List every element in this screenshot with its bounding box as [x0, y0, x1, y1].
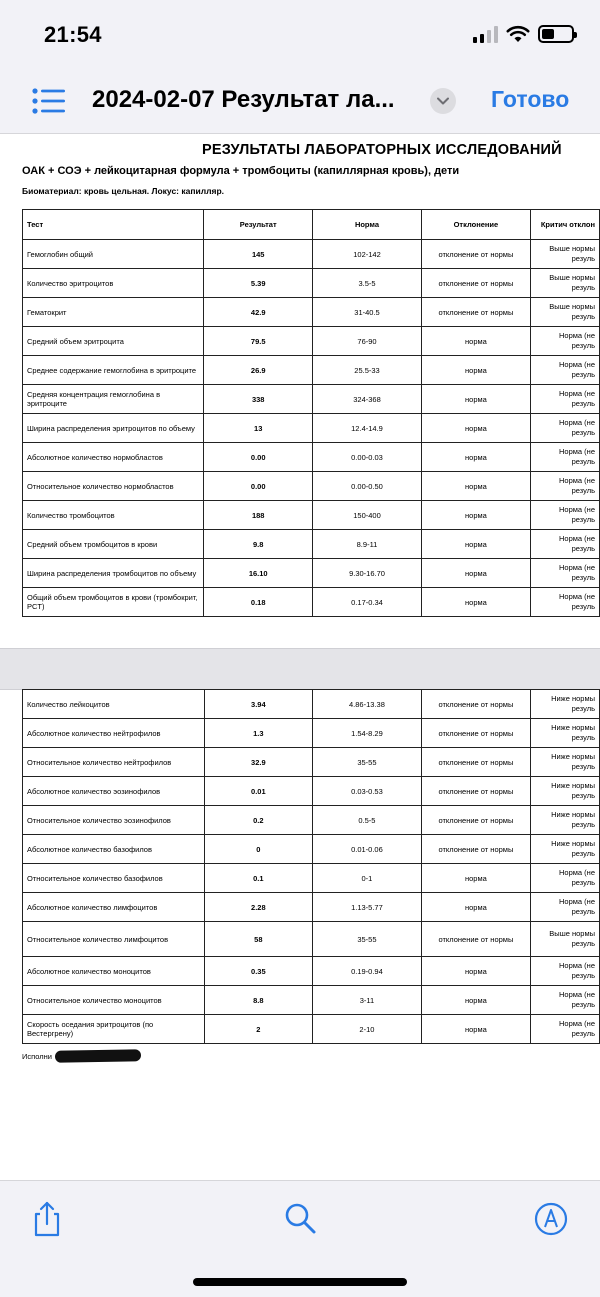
cell-norm: 4.86-13.38 — [313, 690, 422, 719]
cell-deviation: норма — [421, 986, 530, 1015]
report-title: РЕЗУЛЬТАТЫ ЛАБОРАТОРНЫХ ИССЛЕДОВАНИЙ — [202, 142, 562, 158]
table-row — [23, 1015, 600, 1044]
cell-test: Средний объем тромбоцитов в крови — [23, 530, 204, 559]
cell-result: 2 — [204, 1015, 313, 1044]
report-biomaterial: Биоматериал: кровь цельная. Локус: капилляр. — [22, 186, 225, 196]
cell-norm: 102-142 — [313, 240, 422, 269]
cell-result: 0.01 — [204, 777, 313, 806]
cell-norm: 0.00-0.50 — [313, 472, 422, 501]
cell-test: Количество тромбоцитов — [23, 501, 204, 530]
table-row — [23, 806, 600, 835]
column-header-result: Результат — [204, 210, 313, 240]
cell-test: Средняя концентрация гемоглобина в эритроците — [23, 385, 204, 414]
cell-deviation: норма — [421, 588, 530, 617]
table-row — [23, 893, 600, 922]
table-row — [23, 957, 600, 986]
cell-result: 0 — [204, 835, 313, 864]
cell-critical: Норма (не резуль — [531, 893, 600, 922]
cell-test: Средний объем эритроцита — [23, 327, 204, 356]
cell-deviation: норма — [421, 356, 530, 385]
cell-result: 32.9 — [204, 748, 313, 777]
cell-norm: 35-55 — [313, 922, 422, 957]
cell-critical: Ниже нормы резуль — [531, 719, 600, 748]
table-header-row — [23, 210, 600, 240]
cell-critical: Норма (не резуль — [531, 356, 600, 385]
title-menu-button[interactable] — [430, 88, 456, 114]
table-row — [23, 559, 600, 588]
cell-deviation: норма — [421, 443, 530, 472]
table-row — [23, 922, 600, 957]
cell-deviation: отклонение от нормы — [421, 240, 530, 269]
cell-critical: Ниже нормы резуль — [531, 690, 600, 719]
cell-norm: 0.19-0.94 — [313, 957, 422, 986]
cell-deviation: норма — [421, 864, 530, 893]
done-button[interactable]: Готово — [491, 86, 570, 112]
cellular-signal-icon — [473, 25, 498, 43]
table-row — [23, 748, 600, 777]
column-header-norm: Норма — [313, 210, 422, 240]
cell-result: 1.3 — [204, 719, 313, 748]
column-header-deviation: Отклонение — [421, 210, 530, 240]
cell-test: Относительное количество эозинофилов — [23, 806, 205, 835]
table-row — [23, 327, 600, 356]
cell-critical: Норма (не резуль — [531, 559, 600, 588]
cell-test: Гемоглобин общий — [23, 240, 204, 269]
cell-result: 145 — [204, 240, 313, 269]
bottom-toolbar — [0, 1180, 600, 1297]
cell-norm: 25.5-33 — [313, 356, 422, 385]
table-row — [23, 777, 600, 806]
cell-critical: Норма (не резуль — [531, 530, 600, 559]
cell-norm: 12.4-14.9 — [313, 414, 422, 443]
cell-test: Относительное количество нейтрофилов — [23, 748, 205, 777]
cell-critical: Норма (не резуль — [531, 472, 600, 501]
cell-deviation: отклонение от нормы — [421, 922, 530, 957]
results-table-page-1 — [22, 209, 600, 617]
cell-critical: Выше нормы резуль — [531, 922, 600, 957]
table-row — [23, 864, 600, 893]
cell-test: Количество лейкоцитов — [23, 690, 205, 719]
cell-result: 0.1 — [204, 864, 313, 893]
cell-result: 0.00 — [204, 472, 313, 501]
table-row — [23, 690, 600, 719]
cell-test: Абсолютное количество моноцитов — [23, 957, 205, 986]
table-row — [23, 501, 600, 530]
cell-test: Количество эритроцитов — [23, 269, 204, 298]
table-row — [23, 443, 600, 472]
cell-test: Относительное количество нормобластов — [23, 472, 204, 501]
cell-norm: 3-11 — [313, 986, 422, 1015]
navigation-bar — [0, 66, 600, 134]
cell-critical: Выше нормы резуль — [531, 240, 600, 269]
cell-test: Ширина распределения эритроцитов по объему — [23, 414, 204, 443]
cell-deviation: отклонение от нормы — [421, 269, 530, 298]
cell-norm: 9.30-16.70 — [313, 559, 422, 588]
table-row — [23, 414, 600, 443]
report-subtitle: ОАК + СОЭ + лейкоцитарная формула + тромбоциты (капиллярная кровь), дети — [22, 165, 460, 177]
cell-result: 3.94 — [204, 690, 313, 719]
cell-critical: Норма (не резуль — [531, 443, 600, 472]
cell-norm: 76-90 — [313, 327, 422, 356]
wifi-icon — [506, 25, 530, 43]
cell-critical: Выше нормы резуль — [531, 269, 600, 298]
cell-norm: 0.01-0.06 — [313, 835, 422, 864]
cell-critical: Ниже нормы резуль — [531, 748, 600, 777]
cell-norm: 1.13-5.77 — [313, 893, 422, 922]
cell-norm: 324-368 — [313, 385, 422, 414]
table-row — [23, 298, 600, 327]
table-row — [23, 356, 600, 385]
cell-deviation: норма — [421, 327, 530, 356]
cell-critical: Норма (не резуль — [531, 327, 600, 356]
cell-deviation: норма — [421, 559, 530, 588]
document-title: 2024-02-07 Результат ла... — [92, 86, 395, 113]
cell-deviation: норма — [421, 893, 530, 922]
cell-test: Абсолютное количество нормобластов — [23, 443, 204, 472]
cell-norm: 8.9-11 — [313, 530, 422, 559]
cell-result: 9.8 — [204, 530, 313, 559]
cell-critical: Выше нормы резуль — [531, 298, 600, 327]
cell-result: 0.00 — [204, 443, 313, 472]
cell-result: 42.9 — [204, 298, 313, 327]
cell-critical: Норма (не резуль — [531, 957, 600, 986]
cell-critical: Норма (не резуль — [531, 1015, 600, 1044]
cell-test: Ширина распределения тромбоцитов по объему — [23, 559, 204, 588]
cell-norm: 0-1 — [313, 864, 422, 893]
cell-norm: 0.5-5 — [313, 806, 422, 835]
markup-icon[interactable] — [534, 1201, 568, 1237]
cell-critical: Норма (не резуль — [531, 588, 600, 617]
cell-deviation: отклонение от нормы — [421, 835, 530, 864]
cell-test: Относительное количество моноцитов — [23, 986, 205, 1015]
results-table-page-2 — [22, 689, 600, 1044]
cell-norm: 35-55 — [313, 748, 422, 777]
cell-critical: Норма (не резуль — [531, 385, 600, 414]
cell-result: 13 — [204, 414, 313, 443]
cell-deviation: норма — [421, 385, 530, 414]
cell-critical: Ниже нормы резуль — [531, 806, 600, 835]
cell-deviation: отклонение от нормы — [421, 298, 530, 327]
cell-test: Абсолютное количество базофилов — [23, 835, 205, 864]
cell-deviation: отклонение от нормы — [421, 777, 530, 806]
cell-test: Относительное количество базофилов — [23, 864, 205, 893]
status-icons — [473, 25, 574, 43]
table-row — [23, 588, 600, 617]
cell-critical: Норма (не резуль — [531, 501, 600, 530]
cell-result: 2.28 — [204, 893, 313, 922]
cell-result: 0.2 — [204, 806, 313, 835]
cell-critical: Норма (не резуль — [531, 864, 600, 893]
cell-deviation: отклонение от нормы — [421, 806, 530, 835]
cell-result: 188 — [204, 501, 313, 530]
cell-deviation: норма — [421, 530, 530, 559]
cell-norm: 1.54-8.29 — [313, 719, 422, 748]
executor-label: Исполни — [22, 1052, 52, 1061]
cell-norm: 150-400 — [313, 501, 422, 530]
cell-result: 58 — [204, 922, 313, 957]
table-row — [23, 835, 600, 864]
table-row — [23, 269, 600, 298]
cell-result: 0.35 — [204, 957, 313, 986]
cell-norm: 0.03-0.53 — [313, 777, 422, 806]
share-icon[interactable] — [30, 1201, 64, 1237]
cell-test: Абсолютное количество нейтрофилов — [23, 719, 205, 748]
cell-deviation: отклонение от нормы — [421, 748, 530, 777]
cell-deviation: норма — [421, 957, 530, 986]
cell-norm: 0.00-0.03 — [313, 443, 422, 472]
cell-result: 338 — [204, 385, 313, 414]
column-header-critical: Критич отклон — [531, 210, 600, 240]
table-row — [23, 472, 600, 501]
home-indicator — [193, 1278, 407, 1286]
cell-deviation: норма — [421, 472, 530, 501]
cell-deviation: норма — [421, 501, 530, 530]
status-time: 21:54 — [44, 22, 102, 47]
cell-test: Относительное количество лимфоцитов — [23, 922, 205, 957]
cell-result: 0.18 — [204, 588, 313, 617]
cell-deviation: отклонение от нормы — [421, 690, 530, 719]
redacted-signature — [55, 1049, 141, 1062]
battery-icon — [538, 25, 574, 43]
table-row — [23, 719, 600, 748]
table-row — [23, 986, 600, 1015]
cell-norm: 31-40.5 — [313, 298, 422, 327]
table-row — [23, 385, 600, 414]
cell-critical: Норма (не резуль — [531, 414, 600, 443]
cell-test: Среднее содержание гемоглобина в эритроците — [23, 356, 204, 385]
cell-test: Гематокрит — [23, 298, 204, 327]
document-viewer[interactable] — [0, 134, 600, 1180]
cell-test: Общий объем тромбоцитов в крови (тромбокрит, PCT) — [23, 588, 204, 617]
cell-critical: Ниже нормы резуль — [531, 835, 600, 864]
outline-list-icon[interactable] — [32, 88, 66, 114]
cell-deviation: норма — [421, 414, 530, 443]
column-header-test: Тест — [23, 210, 204, 240]
cell-norm: 0.17-0.34 — [313, 588, 422, 617]
cell-result: 26.9 — [204, 356, 313, 385]
table-row — [23, 530, 600, 559]
page-separator — [0, 648, 600, 690]
cell-test: Скорость оседания эритроцитов (по Вестергрену) — [23, 1015, 205, 1044]
chevron-down-icon — [437, 97, 449, 105]
cell-deviation: отклонение от нормы — [421, 719, 530, 748]
cell-critical: Ниже нормы резуль — [531, 777, 600, 806]
cell-result: 8.8 — [204, 986, 313, 1015]
status-bar — [0, 0, 600, 66]
search-icon[interactable] — [283, 1201, 317, 1237]
cell-result: 16.10 — [204, 559, 313, 588]
cell-norm: 2-10 — [313, 1015, 422, 1044]
cell-test: Абсолютное количество лимфоцитов — [23, 893, 205, 922]
cell-deviation: норма — [421, 1015, 530, 1044]
cell-result: 79.5 — [204, 327, 313, 356]
cell-result: 5.39 — [204, 269, 313, 298]
cell-test: Абсолютное количество эозинофилов — [23, 777, 205, 806]
cell-critical: Норма (не резуль — [531, 986, 600, 1015]
cell-norm: 3.5-5 — [313, 269, 422, 298]
table-row — [23, 240, 600, 269]
